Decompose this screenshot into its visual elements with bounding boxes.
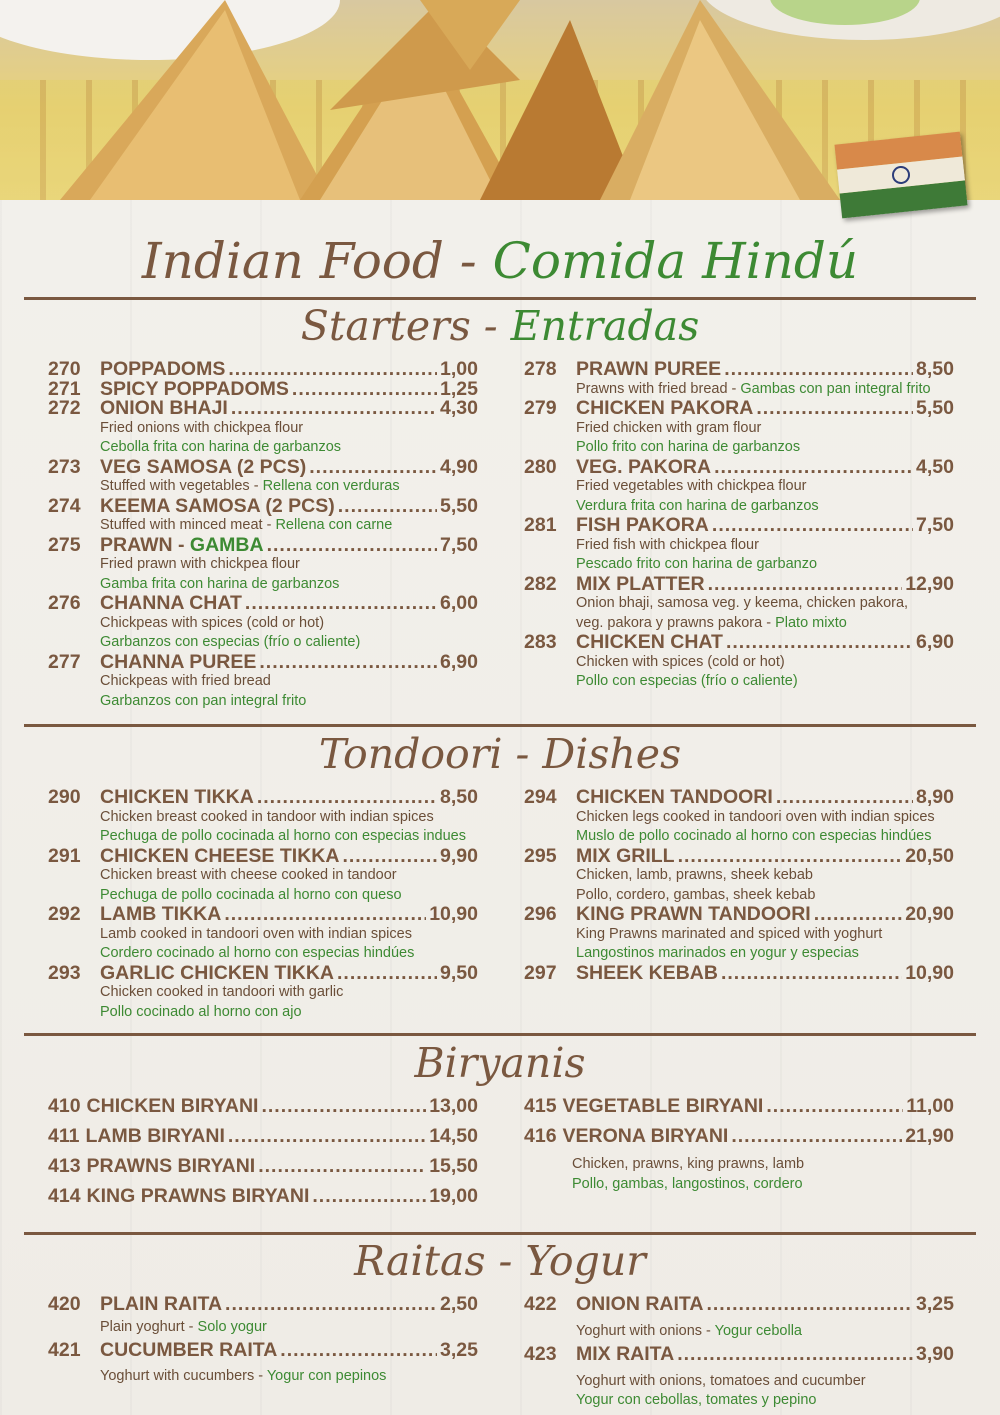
item-price: 19,00 bbox=[429, 1185, 478, 1207]
dot-leader bbox=[309, 458, 437, 478]
dot-leader bbox=[708, 575, 903, 595]
item-name: KEEMA SAMOSA (2 PCS) bbox=[100, 494, 335, 517]
item-name: MIX RAITA bbox=[576, 1343, 675, 1365]
item-name: CHICKEN BIRYANI bbox=[86, 1095, 259, 1117]
biryani-right-column bbox=[524, 1091, 954, 1194]
item-number: 277 bbox=[48, 650, 81, 673]
menu-item bbox=[48, 650, 478, 712]
item-price: 9,50 bbox=[440, 961, 478, 984]
menu-item bbox=[524, 844, 954, 906]
item-price: 10,90 bbox=[905, 961, 954, 984]
menu-item bbox=[524, 399, 954, 458]
dot-leader bbox=[731, 1121, 902, 1151]
item-price: 7,50 bbox=[916, 514, 954, 536]
item-name: POPPADOMS bbox=[100, 358, 226, 380]
item-name: VERONA BIRYANI bbox=[562, 1125, 729, 1147]
item-number: 422 bbox=[524, 1293, 557, 1315]
menu-item bbox=[524, 905, 954, 964]
menu-item bbox=[48, 1295, 478, 1337]
dot-leader bbox=[706, 1295, 913, 1315]
item-description-es: Langostinos marinados en yogur y especias bbox=[576, 945, 859, 961]
section-title-starters: Starters - Entradas bbox=[300, 302, 700, 350]
item-name: PLAIN RAITA bbox=[100, 1293, 223, 1315]
item-name: KING PRAWNS BIRYANI bbox=[86, 1185, 310, 1207]
item-name: VEGETABLE BIRYANI bbox=[562, 1095, 764, 1117]
item-description-es: Pollo frito con harina de garbanzos bbox=[576, 439, 801, 455]
item-number: 293 bbox=[48, 961, 81, 984]
item-number: 294 bbox=[524, 786, 557, 808]
item-number: 413 bbox=[48, 1155, 81, 1177]
item-description: Chickpeas with spices (cold or hot) bbox=[100, 614, 325, 631]
item-number: 280 bbox=[524, 455, 557, 478]
item-name: CHANNA CHAT bbox=[100, 592, 242, 614]
dot-leader bbox=[261, 1091, 426, 1121]
item-name: MIX GRILL bbox=[576, 844, 675, 867]
divider bbox=[24, 724, 976, 727]
section-title-biryanis: Biryanis bbox=[414, 1039, 586, 1087]
item-number: 421 bbox=[48, 1339, 81, 1361]
menu-item bbox=[48, 961, 478, 1023]
item-number: 292 bbox=[48, 903, 81, 925]
item-name: GARLIC CHICKEN TIKKA bbox=[100, 961, 334, 984]
item-description: Fried vegetables with chickpea flour bbox=[576, 478, 807, 494]
dot-leader bbox=[280, 1341, 437, 1361]
item-price: 1,00 bbox=[440, 358, 478, 380]
item-name: CHICKEN TIKKA bbox=[100, 786, 254, 808]
item-name: VEG. PAKORA bbox=[576, 455, 712, 478]
dot-leader bbox=[258, 1151, 426, 1181]
page-title bbox=[0, 232, 1000, 290]
item-price: 12,90 bbox=[905, 572, 954, 595]
item-name: PRAWN PUREE bbox=[576, 358, 722, 380]
dot-leader bbox=[224, 905, 426, 925]
item-name: VEG SAMOSA (2 PCS) bbox=[100, 455, 307, 478]
item-description: veg. pakora y prawns pakora - Plato mixto bbox=[576, 614, 847, 631]
item-number: 281 bbox=[524, 514, 557, 536]
item-name: CHICKEN PAKORA bbox=[576, 397, 754, 419]
dot-leader bbox=[678, 847, 903, 867]
item-number: 290 bbox=[48, 786, 81, 808]
item-description-es: Verdura frita con harina de garbanzos bbox=[576, 497, 819, 514]
item-number: 270 bbox=[48, 358, 81, 380]
item-description: Plain yoghurt - Solo yogur bbox=[100, 1318, 267, 1335]
menu-item bbox=[48, 1181, 478, 1211]
menu-item bbox=[524, 788, 954, 847]
starters-right-column bbox=[524, 360, 954, 692]
raita-left-column bbox=[48, 1295, 478, 1386]
divider bbox=[24, 1033, 976, 1036]
item-number: 274 bbox=[48, 494, 81, 517]
title-spanish: Comida Hindú bbox=[492, 232, 859, 290]
india-flag bbox=[834, 132, 967, 219]
item-number: 297 bbox=[524, 961, 557, 984]
dot-leader bbox=[312, 1181, 426, 1211]
ashoka-chakra-icon bbox=[891, 165, 911, 185]
item-number: 291 bbox=[48, 844, 81, 867]
dot-leader bbox=[814, 905, 902, 925]
item-price: 20,50 bbox=[905, 844, 954, 867]
item-price: 2,50 bbox=[440, 1293, 478, 1315]
menu-item bbox=[524, 516, 954, 575]
dot-leader bbox=[726, 633, 913, 653]
dot-leader bbox=[721, 964, 902, 984]
section-title-raitas: Raitas - Yogur bbox=[354, 1237, 646, 1285]
menu-item bbox=[524, 1295, 954, 1341]
item-name: PRAWNS BIRYANI bbox=[86, 1155, 256, 1177]
item-description: Chicken legs cooked in tandoori oven with indian spices bbox=[576, 808, 935, 825]
item-name: LAMB BIRYANI bbox=[85, 1125, 225, 1147]
item-name: SHEEK KEBAB bbox=[576, 961, 718, 984]
item-description: Yoghurt with onions, tomatoes and cucumber bbox=[576, 1372, 866, 1389]
dot-leader bbox=[342, 847, 437, 867]
dot-leader bbox=[228, 1121, 426, 1151]
item-number: 411 bbox=[48, 1125, 80, 1147]
biryani-note: Chicken, prawns, king prawns, lamb Pollo, gambas, langostinos, cordero bbox=[572, 1156, 805, 1192]
item-description-es: Pescado frito con harina de garbanzo bbox=[576, 556, 818, 572]
item-number: 283 bbox=[524, 631, 557, 653]
item-description: Stuffed with vegetables - Rellena con verduras bbox=[100, 478, 400, 494]
dot-leader bbox=[245, 594, 437, 614]
dot-leader bbox=[776, 788, 913, 808]
menu-item bbox=[524, 1345, 954, 1411]
item-number: 416 bbox=[524, 1125, 557, 1147]
item-number: 295 bbox=[524, 844, 557, 867]
item-price: 6,90 bbox=[916, 631, 954, 653]
item-price: 3,25 bbox=[916, 1293, 954, 1315]
item-price: 15,50 bbox=[429, 1155, 478, 1177]
item-price: 8,50 bbox=[916, 358, 954, 380]
item-description: Chicken breast with cheese cooked in tandoor bbox=[100, 867, 397, 883]
menu-item bbox=[48, 399, 478, 458]
item-description: Onion bhaji, samosa veg. y keema, chicken pakora, bbox=[576, 595, 909, 611]
item-name: CHICKEN TANDOORI bbox=[576, 786, 773, 808]
tandoori-left-column bbox=[48, 788, 478, 1022]
item-description-es: Pollo con especias (frío o caliente) bbox=[576, 673, 798, 689]
item-price: 4,90 bbox=[440, 455, 478, 478]
item-number: 420 bbox=[48, 1293, 81, 1315]
item-description-es: Garbanzos con especias (frío o caliente) bbox=[100, 634, 361, 650]
menu-item bbox=[48, 594, 478, 653]
item-number: 271 bbox=[48, 377, 81, 400]
menu-item bbox=[48, 494, 478, 536]
dot-leader bbox=[724, 360, 913, 380]
divider bbox=[24, 297, 976, 300]
item-description: Stuffed with minced meat - Rellena con carne bbox=[100, 517, 393, 533]
item-description-es: Yogur con cebollas, tomates y pepino bbox=[576, 1392, 817, 1408]
menu-item bbox=[524, 455, 954, 517]
title-english: Indian Food - bbox=[141, 232, 493, 290]
item-description: Chicken cooked in tandoori with garlic bbox=[100, 984, 344, 1000]
biryani-left-column bbox=[48, 1091, 478, 1211]
menu-item bbox=[48, 1151, 478, 1181]
item-number: 296 bbox=[524, 903, 557, 925]
dot-leader bbox=[338, 497, 437, 517]
item-description: Prawns with fried bread - Gambas con pan integral frito bbox=[576, 380, 931, 397]
item-description: Fried fish with chickpea flour bbox=[576, 536, 759, 553]
menu-item bbox=[48, 905, 478, 964]
item-number: 275 bbox=[48, 533, 81, 556]
item-description: Chickpeas with fried bread bbox=[100, 673, 271, 689]
dot-leader bbox=[267, 536, 437, 556]
menu-item bbox=[524, 633, 954, 692]
item-price: 3,25 bbox=[440, 1339, 478, 1361]
item-description: King Prawns marinated and spiced with yoghurt bbox=[576, 925, 883, 942]
item-price: 6,00 bbox=[440, 592, 478, 614]
item-price: 6,90 bbox=[440, 650, 478, 673]
item-price: 10,90 bbox=[429, 903, 478, 925]
menu-item bbox=[524, 360, 954, 399]
item-price: 4,30 bbox=[440, 397, 478, 419]
item-name: FISH PAKORA bbox=[576, 514, 709, 536]
item-name: CHICKEN CHEESE TIKKA bbox=[100, 844, 340, 867]
item-price: 21,90 bbox=[905, 1125, 954, 1147]
item-price: 3,90 bbox=[916, 1343, 954, 1365]
menu-item bbox=[48, 533, 478, 595]
item-description-es: Pollo cocinado al horno con ajo bbox=[100, 1003, 302, 1020]
item-name: CUCUMBER RAITA bbox=[100, 1339, 278, 1361]
item-price: 5,50 bbox=[916, 397, 954, 419]
item-description: Yoghurt with cucumbers - Yogur con pepinos bbox=[100, 1367, 387, 1384]
raita-right-column bbox=[524, 1295, 954, 1411]
menu-item bbox=[48, 1091, 478, 1121]
item-price: 7,50 bbox=[440, 533, 478, 556]
menu-item bbox=[48, 1121, 478, 1151]
item-description: Chicken breast cooked in tandoor with indian spices bbox=[100, 808, 434, 825]
dot-leader bbox=[292, 380, 437, 400]
menu-item bbox=[48, 360, 478, 380]
menu-item bbox=[524, 961, 954, 984]
menu-item bbox=[524, 1091, 954, 1121]
dot-leader bbox=[337, 964, 437, 984]
item-name: PRAWN - GAMBA bbox=[100, 533, 264, 556]
item-description-es: Cebolla frita con harina de garbanzos bbox=[100, 439, 342, 455]
item-description-es: Garbanzos con pan integral frito bbox=[100, 692, 307, 709]
item-name: CHANNA PUREE bbox=[100, 650, 257, 673]
item-description-es: Pechuga de pollo cocinada al horno con especias indues bbox=[100, 828, 466, 844]
dot-leader bbox=[225, 1295, 437, 1315]
item-price: 20,90 bbox=[905, 903, 954, 925]
item-name: LAMB TIKKA bbox=[100, 903, 222, 925]
item-price: 5,50 bbox=[440, 494, 478, 517]
item-price: 1,25 bbox=[440, 377, 478, 400]
dot-leader bbox=[677, 1345, 913, 1365]
item-number: 273 bbox=[48, 455, 81, 478]
item-number: 410 bbox=[48, 1095, 81, 1117]
item-description: Yoghurt with onions - Yogur cebolla bbox=[576, 1322, 802, 1339]
divider bbox=[24, 1232, 976, 1235]
item-description: Fried prawn with chickpea flour bbox=[100, 556, 300, 572]
item-number: 415 bbox=[524, 1095, 557, 1117]
item-price: 11,00 bbox=[906, 1095, 954, 1117]
menu-item bbox=[48, 788, 478, 847]
tandoori-right-column bbox=[524, 788, 954, 983]
dot-leader bbox=[712, 516, 913, 536]
dot-leader bbox=[259, 653, 437, 673]
item-number: 423 bbox=[524, 1343, 557, 1365]
item-name: ONION RAITA bbox=[576, 1293, 704, 1315]
item-description: Chicken, lamb, prawns, sheek kebab bbox=[576, 867, 813, 883]
dot-leader bbox=[756, 399, 913, 419]
item-price: 9,90 bbox=[440, 844, 478, 867]
item-description-es: Muslo de pollo cocinado al horno con especias hindúes bbox=[576, 828, 932, 844]
dot-leader bbox=[766, 1091, 903, 1121]
item-description: Fried chicken with gram flour bbox=[576, 419, 762, 436]
item-price: 8,90 bbox=[916, 786, 954, 808]
item-number: 282 bbox=[524, 572, 557, 595]
section-title-tandoori: Tondoori - Dishes bbox=[318, 730, 682, 778]
item-name: ONION BHAJI bbox=[100, 397, 228, 419]
item-name: KING PRAWN TANDOORI bbox=[576, 903, 811, 925]
item-price: 14,50 bbox=[429, 1125, 478, 1147]
item-price: 8,50 bbox=[440, 786, 478, 808]
dot-leader bbox=[231, 399, 437, 419]
starters-left-column bbox=[48, 360, 478, 711]
item-description: Lamb cooked in tandoori oven with indian spices bbox=[100, 925, 412, 942]
menu-item bbox=[48, 844, 478, 906]
item-name: SPICY POPPADOMS bbox=[100, 377, 289, 400]
item-number: 278 bbox=[524, 358, 557, 380]
menu-item bbox=[524, 572, 954, 634]
item-description-es: Cordero cocinado al horno con especias hindúes bbox=[100, 945, 415, 961]
item-number: 279 bbox=[524, 397, 557, 419]
item-name: CHICKEN CHAT bbox=[576, 631, 723, 653]
item-price: 4,50 bbox=[916, 455, 954, 478]
menu-item bbox=[524, 1121, 954, 1151]
item-description-es: Pollo, cordero, gambas, sheek kebab bbox=[576, 886, 816, 903]
menu-item bbox=[48, 455, 478, 497]
item-description-es: Gamba frita con harina de garbanzos bbox=[100, 575, 340, 592]
item-name: MIX PLATTER bbox=[576, 572, 705, 595]
item-description: Fried onions with chickpea flour bbox=[100, 419, 304, 436]
menu-item bbox=[48, 1341, 478, 1386]
dot-leader bbox=[228, 360, 437, 380]
item-price: 13,00 bbox=[429, 1095, 478, 1117]
item-number: 414 bbox=[48, 1185, 81, 1207]
item-number: 272 bbox=[48, 397, 81, 419]
item-number: 276 bbox=[48, 592, 81, 614]
item-description: Chicken with spices (cold or hot) bbox=[576, 653, 785, 670]
item-description-es: Pechuga de pollo cocinada al horno con queso bbox=[100, 886, 402, 903]
dot-leader bbox=[257, 788, 437, 808]
dot-leader bbox=[714, 458, 913, 478]
